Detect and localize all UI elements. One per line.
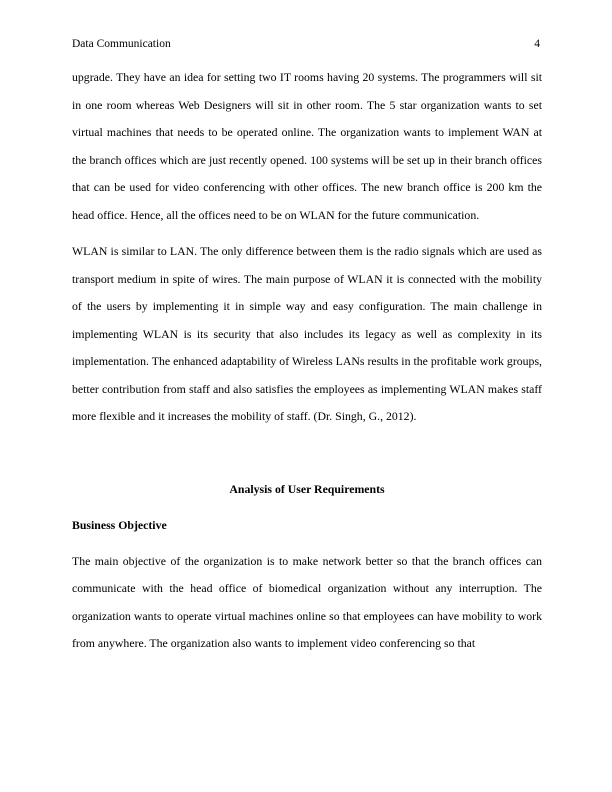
section-spacer [72, 431, 542, 476]
subsection-heading: Business Objective [72, 517, 167, 532]
page-header [72, 37, 540, 51]
page-body [72, 64, 542, 658]
paragraph-wlan: WLAN is similar to LAN. The only difference between them is the radio signals which are used as transport medium in spite of wires. The main purpose of WLAN it is connected with the mobility of the users by implementing it in simple way and easy configuration. The main challenge in implementing WLAN is its security that also includes its legacy as well as complexity in its implementation. The enhanced adaptability of Wireless LANs results in the profitable work groups, better contribution from staff and also satisfies the employees as implementing WLAN makes staff more flexible and it increases the mobility of staff. (Dr. Singh, G., 2012). [72, 244, 542, 423]
running-head: Data Communication [72, 38, 171, 50]
paragraph-upgrade: upgrade. They have an idea for setting two IT rooms having 20 systems. The programmers will sit in one room whereas Web Designers will sit in other room. The 5 star organization wants to set virtual machines that needs to be operated online. The organization wants to implement WAN at the branch offices which are just recently opened. 100 systems will be set up in their branch offices that can be used for video conferencing with other offices. The new branch office is 200 km the head office. Hence, all the offices need to be on WLAN for the future communication. [72, 70, 542, 222]
section-heading: Analysis of User Requirements [229, 481, 385, 496]
page-number: 4 [534, 38, 540, 50]
paragraph-business-objective: The main objective of the organization is to make network better so that the branch offices can communicate with the head office of biomedical organization without any interruption. The organization wants to operate virtual machines online so that employees can have mobility to work from anywhere. The organization also wants to implement video conferencing so that [72, 553, 542, 650]
